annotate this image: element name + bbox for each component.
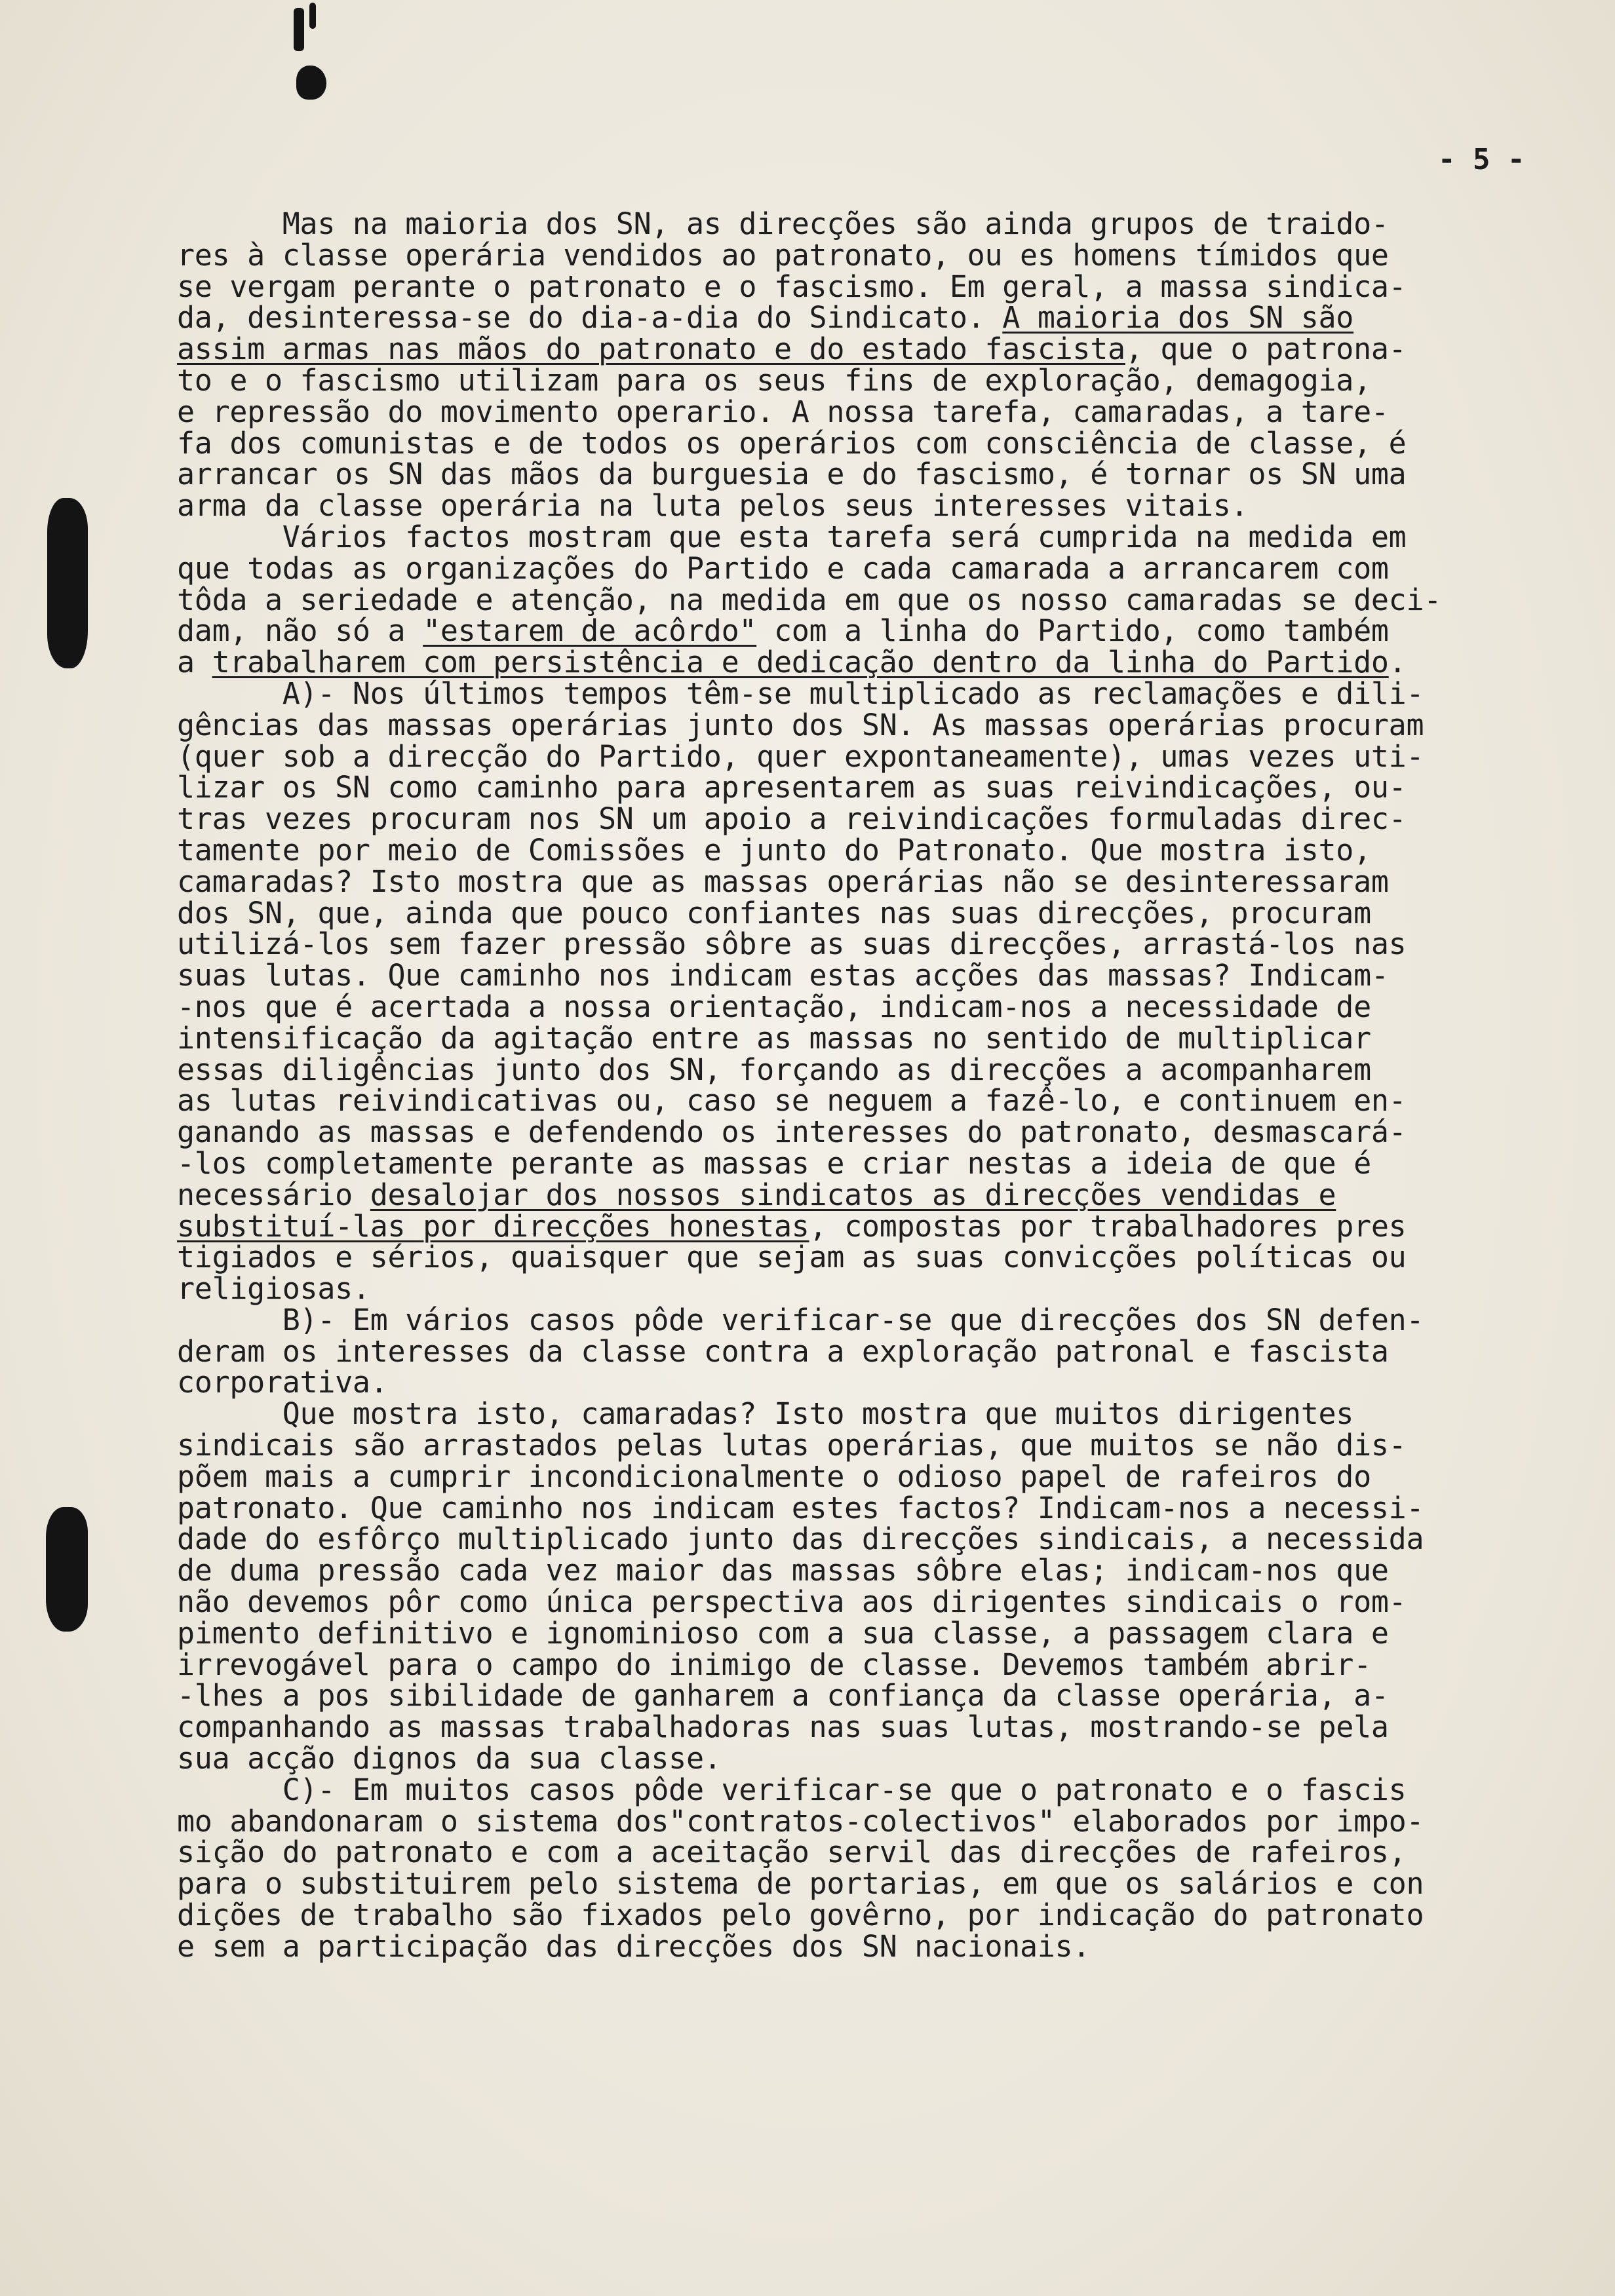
line-text: , compostas por trabalhadores pres: [809, 1208, 1407, 1244]
line-text: Vários factos mostram que esta tarefa será cumprida na medida em: [177, 519, 1407, 554]
body-text: [177, 208, 1573, 1962]
text-line: [177, 490, 1573, 522]
text-line: [177, 1054, 1573, 1086]
text-line: [177, 1490, 1573, 1525]
line-text: dade do esfôrço multiplicado junto das direcções sindicais, a necessida: [177, 1521, 1424, 1557]
line-text: fa dos comunistas e de todos os operários com consciência de classe, é: [177, 425, 1407, 461]
text-line: [177, 1868, 1573, 1900]
line-text: pimento definitivo e ignominioso com a sua classe, a passagem clara e: [177, 1615, 1389, 1651]
text-line: [177, 550, 1573, 586]
text-line: [177, 1649, 1573, 1681]
line-text: arrancar os SN das mãos da burguesia e do fascismo, é tornar os SN uma: [177, 457, 1407, 492]
text-line: [177, 1020, 1573, 1056]
text-line: [177, 772, 1573, 803]
line-text: intensificação da agitação entre as massas no sentido de multiplicar: [177, 1020, 1371, 1056]
line-text: e repressão do movimento operario. A nossa tarefa, camaradas, a tare-: [177, 394, 1389, 429]
line-text: necessário: [177, 1177, 370, 1212]
text-line: [177, 1430, 1573, 1461]
text-line: [177, 1208, 1573, 1244]
underlined-text: desalojar dos nossos sindicatos as direcções vendidas e: [370, 1177, 1336, 1212]
line-text: as lutas reivindicativas ou, caso se neguem a fazê-lo, e continuem en-: [177, 1083, 1407, 1119]
text-line: [177, 1837, 1573, 1868]
text-line: [177, 362, 1573, 398]
text-line: [177, 1928, 1573, 1964]
line-text: suas lutas. Que caminho nos indicam estas acções das massas? Indicam-: [177, 958, 1389, 993]
text-line: [177, 707, 1573, 742]
text-line: [177, 1586, 1573, 1618]
line-text: tamente por meio de Comissões e junto do Patronato. Que mostra isto,: [177, 832, 1371, 868]
line-text: to e o fascismo utilizam para os seus fins de exploração, demagogia,: [177, 362, 1371, 398]
text-line: [177, 928, 1573, 960]
line-text: religiosas.: [177, 1271, 370, 1307]
line-text: sindicais são arrastados pelas lutas operárias, que muitos se não dis-: [177, 1428, 1407, 1463]
line-text: -nos que é acertada a nossa orientação, indicam-nos a necessidade de: [177, 989, 1371, 1024]
line-text: (quer sob a direcção do Partido, quer expontaneamente), umas vezes uti-: [177, 738, 1424, 774]
line-text: tigiados e sérios, quaisquer que sejam as suas convicções políticas ou: [177, 1240, 1407, 1275]
text-line: [177, 519, 1573, 554]
line-text: C)- Em muitos casos pôde verificar-se que o patronato e o fascis: [177, 1772, 1407, 1807]
underlined-text: trabalharem com persistência e dedicação dentro da linha do Partido: [212, 645, 1389, 680]
line-text: dições de trabalho são fixados pelo govêrno, por indicação do patronato: [177, 1898, 1424, 1933]
underlined-text: substituí-las por direcções honestas: [177, 1208, 809, 1244]
line-text: Que mostra isto, camaradas? Isto mostra que muitos dirigentes: [177, 1396, 1354, 1432]
ink-blot: [309, 3, 316, 29]
text-line: [177, 647, 1573, 678]
text-line: [177, 1900, 1573, 1931]
text-line: [177, 396, 1573, 428]
page-number: - 5 -: [1438, 143, 1525, 176]
text-line: [177, 738, 1573, 774]
line-text: da, desinteressa-se do dia-a-dia do Sindicato.: [177, 300, 1003, 335]
underlined-text: "estarem de acôrdo": [423, 613, 757, 649]
line-text: sição do patronato e com a aceitação servil das direcções de rafeiros,: [177, 1835, 1407, 1870]
text-line: [177, 1712, 1573, 1743]
line-text: utilizá-los sem fazer pressão sôbre as suas direcções, arrastá-los nas: [177, 927, 1407, 962]
line-text: tras vezes procuram nos SN um apoio a reivindicações formuladas direc-: [177, 801, 1407, 837]
line-text: se vergam perante o patronato e o fascismo. Em geral, a massa sindica-: [177, 269, 1407, 304]
text-line: [177, 1743, 1573, 1774]
text-line: [177, 302, 1573, 334]
line-text: ganando as massas e defendendo os interesses do patronato, desmascará-: [177, 1115, 1407, 1150]
line-text: a: [177, 645, 212, 680]
line-text: essas diligências junto dos SN, forçando as direcções a acompanharem: [177, 1052, 1371, 1087]
line-text: dam, não só a: [177, 613, 423, 649]
line-text: .: [1388, 645, 1407, 680]
text-line: [177, 803, 1573, 835]
line-text: põem mais a cumprir incondicionalmente o odioso papel de rafeiros do: [177, 1459, 1371, 1494]
underlined-text: A maioria dos SN são: [1002, 300, 1354, 335]
line-text: para o substituirem pelo sistema de portarias, em que os salários e con: [177, 1866, 1424, 1902]
underlined-text: assim armas nas mãos do patronato e do estado fascista: [177, 332, 1125, 367]
text-line: [177, 1302, 1573, 1337]
text-line: [177, 459, 1573, 490]
text-line: [177, 991, 1573, 1023]
line-text: -los completamente perante as massas e criar nestas a ideia de que é: [177, 1145, 1371, 1181]
line-text: corporativa.: [177, 1365, 388, 1400]
text-line: [177, 1145, 1573, 1181]
ink-blot: [296, 66, 326, 100]
line-text: mo abandonaram o sistema dos"contratos-colectivos" elaborados por impo-: [177, 1803, 1424, 1839]
line-text: com a linha do Partido, como também: [756, 613, 1389, 649]
text-line: [177, 832, 1573, 868]
line-text: gências das massas operárias junto dos SN. As massas operárias procuram: [177, 707, 1424, 742]
text-line: [177, 271, 1573, 303]
text-line: [177, 1803, 1573, 1839]
text-line: [177, 615, 1573, 647]
text-line: [177, 208, 1573, 240]
text-line: [177, 237, 1573, 273]
text-line: [177, 1774, 1573, 1806]
line-text: res à classe operária vendidos ao patronato, ou es homens tímidos que: [177, 237, 1389, 273]
line-text: , que o patrona-: [1125, 332, 1407, 367]
line-text: -lhes a pos sibilidade de ganharem a confiança da classe operária, a-: [177, 1678, 1389, 1713]
line-text: deram os interesses da classe contra a exploração patronal e fascista: [177, 1333, 1389, 1369]
text-line: [177, 1242, 1573, 1273]
text-line: [177, 425, 1573, 461]
line-text: patronato. Que caminho nos indicam estes factos? Indicam-nos a necessi-: [177, 1490, 1424, 1525]
text-line: [177, 1555, 1573, 1586]
text-line: [177, 1179, 1573, 1211]
text-line: [177, 895, 1573, 930]
text-line: [177, 1085, 1573, 1117]
text-line: [177, 1398, 1573, 1430]
text-line: [177, 1680, 1573, 1712]
text-line: [177, 1117, 1573, 1148]
line-text: companhando as massas trabalhadoras nas suas lutas, mostrando-se pela: [177, 1710, 1389, 1745]
text-line: [177, 584, 1573, 616]
ink-blot: [294, 8, 304, 51]
text-line: [177, 1273, 1573, 1305]
line-text: camaradas? Isto mostra que as massas operárias não se desinteressaram: [177, 864, 1389, 899]
line-text: não devemos pôr como única perspectiva aos dirigentes sindicais o rom-: [177, 1584, 1407, 1620]
text-line: [177, 866, 1573, 898]
line-text: lizar os SN como caminho para apresentarem as suas reivindicações, ou-: [177, 770, 1407, 805]
text-line: [177, 1333, 1573, 1369]
line-text: sua acção dignos da sua classe.: [177, 1741, 722, 1776]
line-text: A)- Nos últimos tempos têm-se multiplicado as reclamações e dili-: [177, 676, 1424, 711]
line-text: dos SN, que, ainda que pouco confiantes nas suas direcções, procuram: [177, 895, 1371, 930]
text-line: [177, 1523, 1573, 1555]
line-text: de duma pressão cada vez maior das massas sôbre elas; indicam-nos que: [177, 1553, 1389, 1588]
text-line: [177, 1461, 1573, 1493]
text-line: [177, 960, 1573, 991]
line-text: irrevogável para o campo do inimigo de classe. Devemos também abrir-: [177, 1647, 1371, 1682]
line-text: e sem a participação das direcções dos SN nacionais.: [177, 1928, 1091, 1964]
text-line: [177, 678, 1573, 710]
text-line: [177, 334, 1573, 365]
punch-hole-mark: [47, 498, 88, 668]
line-text: B)- Em vários casos pôde verificar-se que direcções dos SN defen-: [177, 1302, 1424, 1337]
text-line: [177, 1615, 1573, 1651]
text-line: [177, 1367, 1573, 1398]
line-text: arma da classe operária na luta pelos seus interesses vitais.: [177, 488, 1249, 524]
line-text: tôda a seriedade e atenção, na medida em que os nosso camaradas se deci-: [177, 582, 1442, 617]
line-text: Mas na maioria dos SN, as direcções são ainda grupos de traido-: [177, 206, 1389, 241]
punch-hole-mark: [46, 1507, 88, 1632]
line-text: que todas as organizações do Partido e cada camarada a arrancarem com: [177, 550, 1389, 586]
